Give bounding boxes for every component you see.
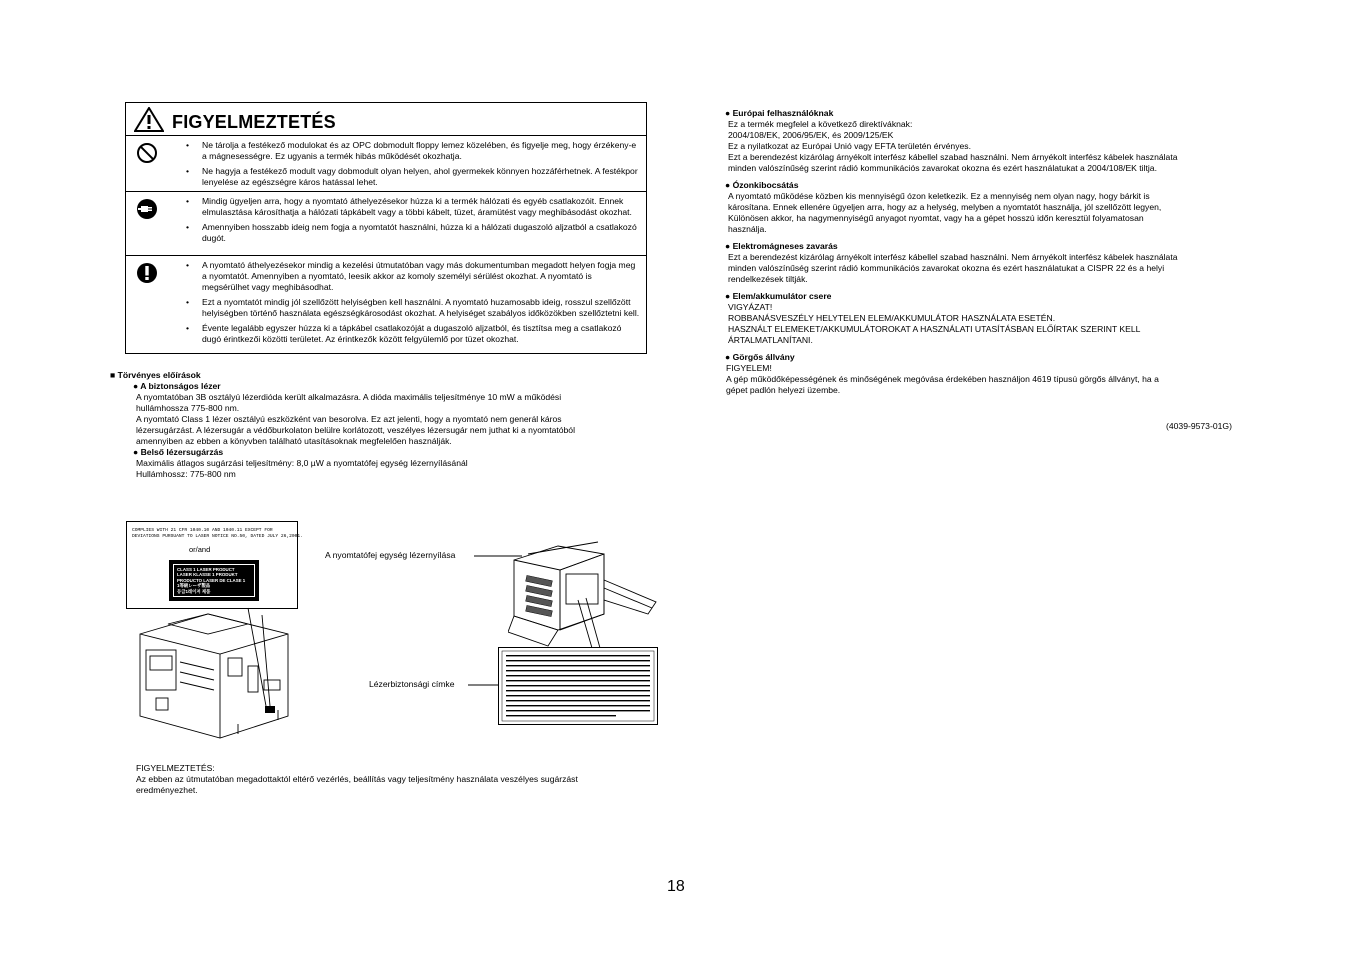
safe-laser-text <box>136 392 575 447</box>
class-label <box>169 560 259 601</box>
text-line: használja. <box>728 224 767 234</box>
text-line: Hullámhossz: 775-800 nm <box>136 469 236 479</box>
printer-open-illustration <box>508 540 660 650</box>
stand-text <box>725 363 1245 396</box>
ozone-heading: ● Ózonkibocsátás <box>725 180 799 190</box>
figure-warning-title: FIGYELMEZTETÉS: <box>136 763 215 773</box>
battery-heading: ● Elem/akkumulátor csere <box>725 291 832 301</box>
text-line: gépet padlón helyezi üzembe. <box>726 385 841 395</box>
callout-label: Lézerbiztonsági címke <box>369 679 455 689</box>
laser-safety-label-image <box>498 647 658 725</box>
warning-header <box>126 103 646 136</box>
list-item: • A nyomtató áthelyezésekor mindig a kezelési útmutatóban vagy más dokumentumban megadott helyen fogja meg a nyomtatót. Amennyiben a nyomtató, leesik akkor az komoly személyi sérülést okozhat. A nyomtató is megsérülhet vagy meghibásodhat. <box>186 260 640 293</box>
prohibition-icon <box>136 142 158 164</box>
legal-heading: ■ Törvényes előírások <box>110 370 201 380</box>
text-line: HASZNÁLT ELEMEKET/AKKUMULÁTOROKAT A HASZNÁLATI UTASÍTÁSBAN ELŐÍRTAK SZERINT KELL <box>728 324 1141 334</box>
ozone-text <box>725 191 1245 235</box>
class-label-line: LASER KLASSE 1 PRODUKT <box>177 572 238 578</box>
list-item: • Ne hagyja a festékező modult vagy dobmodult olyan helyen, ahol gyermekek könnyen hozzáférhetnek. A festékpor lenyelése az egészségre káros hatással lehet. <box>186 166 640 188</box>
text-line: Ez a termék megfelel a következő direktíváknak: <box>728 119 913 129</box>
callout-aperture: A nyomtatófej egység lézernyílása <box>325 550 456 560</box>
class-label-line: CLASS 1 LASER PRODUCT <box>177 567 235 572</box>
text-line: minden valószínűség szerint rádió kommunikációs zavarokat okozna és ezért használatukat a CISPR 22 és a helyi <box>728 263 1165 273</box>
text-line: Különösen akkor, ha nagymennyiségű anyagot nyomtat, vagy ha a gépet hosszú időn keresztül folyamatosan <box>728 213 1144 223</box>
text-line: FIGYELEM! <box>726 363 772 373</box>
text-line: amennyiben az ebben a könyvben található utasításoknak megfelelően használják. <box>136 436 452 446</box>
document-code: (4039-9573-01G) <box>1166 421 1232 431</box>
warning-row-caution <box>126 256 646 354</box>
internal-laser-heading: ● Belső lézersugárzás <box>133 447 224 457</box>
text-line: ROBBANÁSVESZÉLY HELYTELEN ELEM/AKKUMULÁTOR HASZNÁLATA ESETÉN. <box>728 313 1056 323</box>
exclamation-icon <box>136 262 158 284</box>
text-line: ÁRTALMATLANÍTANI. <box>728 335 813 345</box>
list-item: • Ezt a nyomtatót mindig jól szellőzött helyiségben kell használni. A nyomtató huzamosabb ideig, rosszul szellőzött helyiségben történő használata egészségkárosodást okozhat. A helyiséget szabályos időközökben szellőztetni kell. <box>186 297 640 319</box>
text-line: minden valószínűség szerint rádió kommunikációs zavarokat okozna és ezért használatukat a 2004/108/EK tiltja. <box>728 163 1157 173</box>
text-line: VIGYÁZAT! <box>728 302 773 312</box>
internal-laser-text <box>136 458 468 480</box>
text-line: Ezt a berendezést kizárólag árnyékolt interfész kábellel szabad használni. Nem árnyékolt interfész kábelek használata <box>728 152 1178 162</box>
compliance-label-box <box>126 521 303 609</box>
compliance-line: COMPLIES WITH 21 CFR 1040.10 AND 1040.11 EXCEPT FOR <box>132 528 273 533</box>
figure-warning-text <box>136 774 578 796</box>
list-item: • Évente legalább egyszer húzza ki a tápkábel csatlakozóját a dugaszoló aljzatból, és tisztítsa meg a csatlakozó dugó érintkezői közötti területet. Az érintkezők között felgyülemlő por tüzet okozhat. <box>186 323 640 345</box>
text-line: 2004/108/EK, 2006/95/EK, és 2009/125/EK <box>728 130 894 140</box>
callout-label-line <box>468 679 502 691</box>
text-line: Az ebben az útmutatóban megadottaktól eltérő vezérlés, beállítás vagy teljesítmény használata veszélyes sugárzást <box>136 774 578 784</box>
emi-text <box>725 252 1245 285</box>
emi-heading: ● Elektromágneses zavarás <box>725 241 838 251</box>
stand-heading: ● Görgős állvány <box>725 352 795 362</box>
text-line: Maximális átlagos sugárzási teljesítmény: 8,0 µW a nyomtatófej egység lézernyílásánál <box>136 458 468 468</box>
battery-text <box>725 302 1245 346</box>
warning-box <box>125 102 647 354</box>
warning-triangle-icon <box>134 107 164 132</box>
text-line: hullámhossza 775-800 nm. <box>136 403 240 413</box>
warning-list <box>186 140 640 192</box>
unplug-icon <box>136 198 158 220</box>
page-number: 18 <box>667 878 685 895</box>
list-item: • Amennyiben hosszabb ideig nem fogja a nyomtatót használni, húzza ki a hálózati dugaszoló aljzatból a csatlakozó dugót. <box>186 222 640 244</box>
warning-row-storage <box>126 136 646 192</box>
class-label-line: PRODUCTO LASER DE CLASE 1 <box>177 577 246 583</box>
text-line: A gép működőképességének és minőségének megóvása érdekében használjon 4619 típusú görgős állványt, ha a <box>726 374 1159 384</box>
printer-rear-illustration <box>128 606 300 746</box>
text-line: Ez a nyilatkozat az Európai Unió vagy EFTA területén érvényes. <box>728 141 971 151</box>
safe-laser-heading: ● A biztonságos lézer <box>133 381 221 391</box>
compliance-line: DEVIATIONS PURSUANT TO LASER NOTICE NO.50, DATED JULY 26,2001. <box>132 534 303 539</box>
right-column <box>725 108 1245 396</box>
eu-heading: ● Európai felhasználóknak <box>725 108 834 118</box>
warning-list <box>186 260 640 349</box>
list-item: • Mindig ügyeljen arra, hogy a nyomtató áthelyezésekor húzza ki a termék hálózati és egyéb csatlakozóit. Ennek elmulasztása károsíthatja a hálózati tápkábelt vagy a többi kábelt, tüzet, áramütést vagy meghibásodást okozhat. <box>186 196 640 218</box>
warning-title: FIGYELMEZTETÉS <box>172 112 336 132</box>
text-line: lézersugárzást. A lézersugár a védőburkolaton belülre korlátozott, veszélyes lézersugár nem juthat ki a nyomtatóból <box>136 425 575 435</box>
list-item: • Ne tárolja a festékező modulokat és az OPC dobmodult floppy lemez közelében, és figyelje meg, hogy érzékeny-e a mágnesességre. Ez ugyanis a termék hibás működését okozhatja. <box>186 140 640 162</box>
text-line: A nyomtató Class 1 lézer osztályú eszközként van besorolva. Ez azt jelenti, hogy a nyomtató nem generál káros <box>136 414 562 424</box>
text-line: rendelkezések tiltják. <box>728 274 808 284</box>
text-line: károsítana. Ennek ellenére ügyeljen arra, hogy az a helység, melyben a nyomtatót használja, jól szellőzött legyen, <box>728 202 1162 212</box>
eu-text <box>725 119 1245 174</box>
text-line: Ezt a berendezést kizárólag árnyékolt interfész kábellel szabad használni. Nem árnyékolt interfész kábelek használata <box>728 252 1178 262</box>
warning-list <box>186 196 640 248</box>
text-line: eredményezhet. <box>136 785 198 795</box>
class-label-line: 등급1레이저 제품 <box>177 588 211 594</box>
text-line: A nyomtatóban 3B osztályú lézerdióda került alkalmazásra. A dióda maximális teljesítménye 10 mW a működési <box>136 392 562 402</box>
text-line: A nyomtató működése közben kis mennyiségű ózon keletkezik. Ez a mennyiség nem olyan nagy, hogy bárkit is <box>728 191 1150 201</box>
or-and-text: or/and <box>189 545 211 554</box>
class-label-line: 1等級レーザ製品 <box>177 583 211 589</box>
warning-row-unplug <box>126 192 646 256</box>
